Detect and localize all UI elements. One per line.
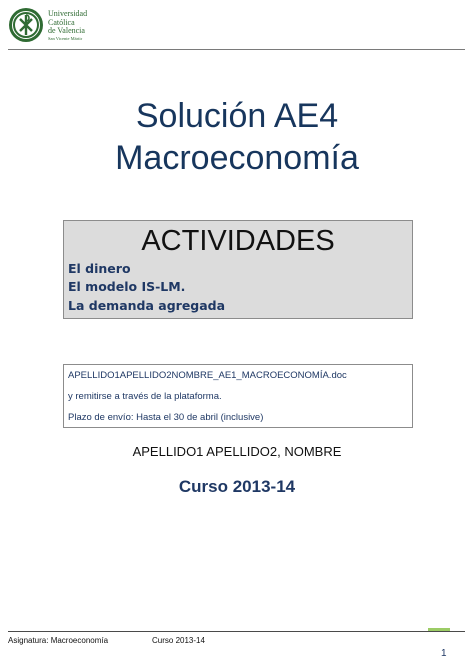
course-label: Curso 2013-14: [178, 477, 296, 496]
student-name: APELLIDO1 APELLIDO2, NOMBRE: [132, 444, 342, 459]
logo-line: Universidad: [48, 9, 88, 18]
submission-deadline: Plazo de envío: Hasta el 30 de abril (inclusive): [68, 412, 264, 423]
activity-item: El modelo IS-LM.: [68, 279, 186, 294]
header-divider: [8, 49, 465, 50]
logo-subtitle: San Vicente Mártir: [48, 35, 83, 41]
activity-item: El dinero: [68, 261, 131, 276]
logo-line: de Valencia: [48, 26, 85, 35]
footer-course: Curso 2013-14: [152, 636, 205, 645]
university-name: [48, 10, 118, 42]
submission-instruction: y remitirse a través de la plataforma.: [68, 391, 222, 402]
document-title: Solución AE4: [135, 97, 339, 135]
footer-subject: Asignatura: Macroeconomía: [8, 636, 109, 645]
logo-line: Católica: [48, 17, 75, 27]
footer-divider: [8, 631, 465, 632]
university-emblem-icon: [8, 7, 44, 43]
activities-box: [63, 220, 413, 319]
footer-accent-bar: [428, 628, 450, 631]
document-subtitle: Macroeconomía: [115, 139, 359, 177]
activity-item: La demanda agregada: [68, 298, 226, 313]
university-logo: [8, 7, 108, 43]
submission-info-box: [63, 364, 413, 428]
page-number: 1: [441, 648, 447, 659]
submission-filename: APELLIDO1APELLIDO2NOMBRE_AE1_MACROECONOMÍA.doc: [68, 370, 347, 381]
activities-heading: ACTIVIDADES: [141, 225, 335, 257]
